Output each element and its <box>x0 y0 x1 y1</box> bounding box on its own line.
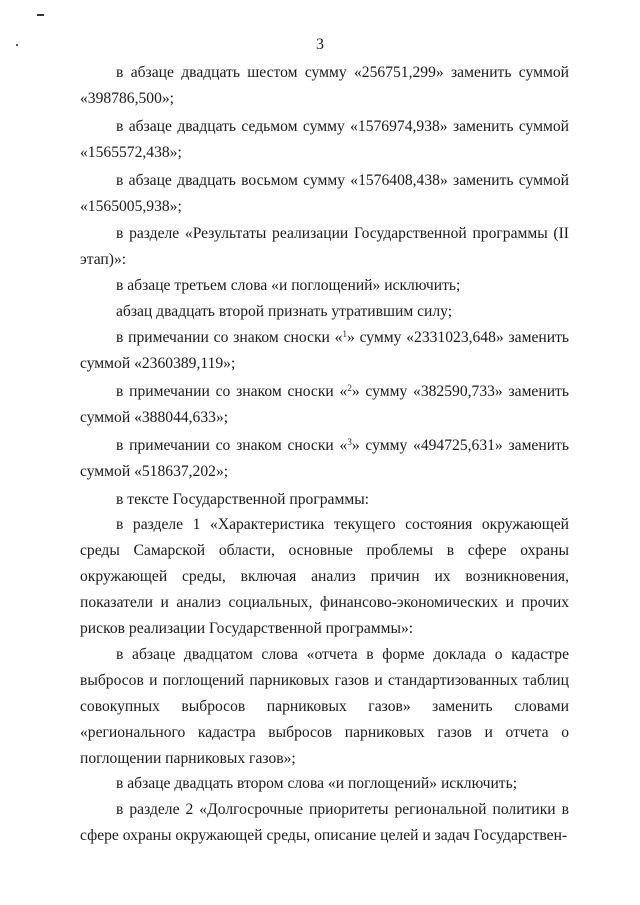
footnote-text: сумму «494725,631» заменить суммой «518637,202»; <box>80 436 569 480</box>
footnote-mark: 2 <box>347 382 352 393</box>
paragraph: в разделе 2 «Долгосрочные приоритеты региональной политики в сфере охраны окружающей среды, описание целей и задач Государствен- <box>80 801 569 845</box>
page-number: 3 <box>316 36 324 53</box>
footnote-paragraph <box>80 379 569 431</box>
paragraph: в разделе «Результаты реализации Государственной программы (II этап)»: <box>80 225 569 269</box>
paragraph: в абзаце двадцать шестом сумму «256751,299» заменить суммой «398786,500»; <box>80 64 569 107</box>
paragraph: в абзаце двадцать втором слова «и поглощений» исключить; <box>116 775 518 793</box>
footnote-prefix: в примечании со знаком сноски « <box>116 436 348 454</box>
footnote-paragraph <box>80 325 569 377</box>
paragraph: в абзаце двадцать седьмом сумму «1576974,938» заменить суммой «1565572,438»; <box>80 117 569 161</box>
paragraph: абзац двадцать второй признать утратившим силу; <box>116 303 453 321</box>
document-body <box>80 60 569 849</box>
footnote-suffix: » <box>351 382 360 400</box>
paragraph: в абзаце третьем слова «и поглощений» исключить; <box>116 277 461 295</box>
footnote-suffix: » <box>346 329 355 347</box>
footnote-prefix: в примечании со знаком сноски « <box>116 329 343 347</box>
footnote-prefix: в примечании со знаком сноски « <box>116 382 348 400</box>
paragraph: в абзаце двадцатом слова «отчета в форме доклада о кадастре выбросов и поглощений парниковых газов и стандартизованных таблиц совокупных выбросов парниковых газов» заменить словами «регионального кадастра выбросов парниковых газов и отчета о поглощении парниковых газов»; <box>80 645 569 767</box>
paragraph: в разделе 1 «Характеристика текущего состояния окружающей среды Самарской области, основные проблемы в сфере охраны окружающей среды, включая анализ причин их возникновения, показатели и анализ социальных, финансово-экономических и прочих рисков реализации Государственной программы»: <box>80 516 569 638</box>
paragraph: в абзаце двадцать восьмом сумму «1576408,438» заменить суммой «1565005,938»; <box>80 171 569 215</box>
footnote-mark: 3 <box>347 436 352 447</box>
footnote-text: сумму «382590,733» заменить суммой «388044,633»; <box>80 382 569 426</box>
paragraph: в тексте Государственной программы: <box>116 490 370 508</box>
footnote-text: сумму «2331023,648» заменить суммой «2360389,119»; <box>80 329 569 372</box>
scan-artifact <box>37 14 44 16</box>
footnote-suffix: » <box>351 436 360 454</box>
footnote-paragraph <box>80 433 569 485</box>
footnote-mark: 1 <box>342 329 347 340</box>
